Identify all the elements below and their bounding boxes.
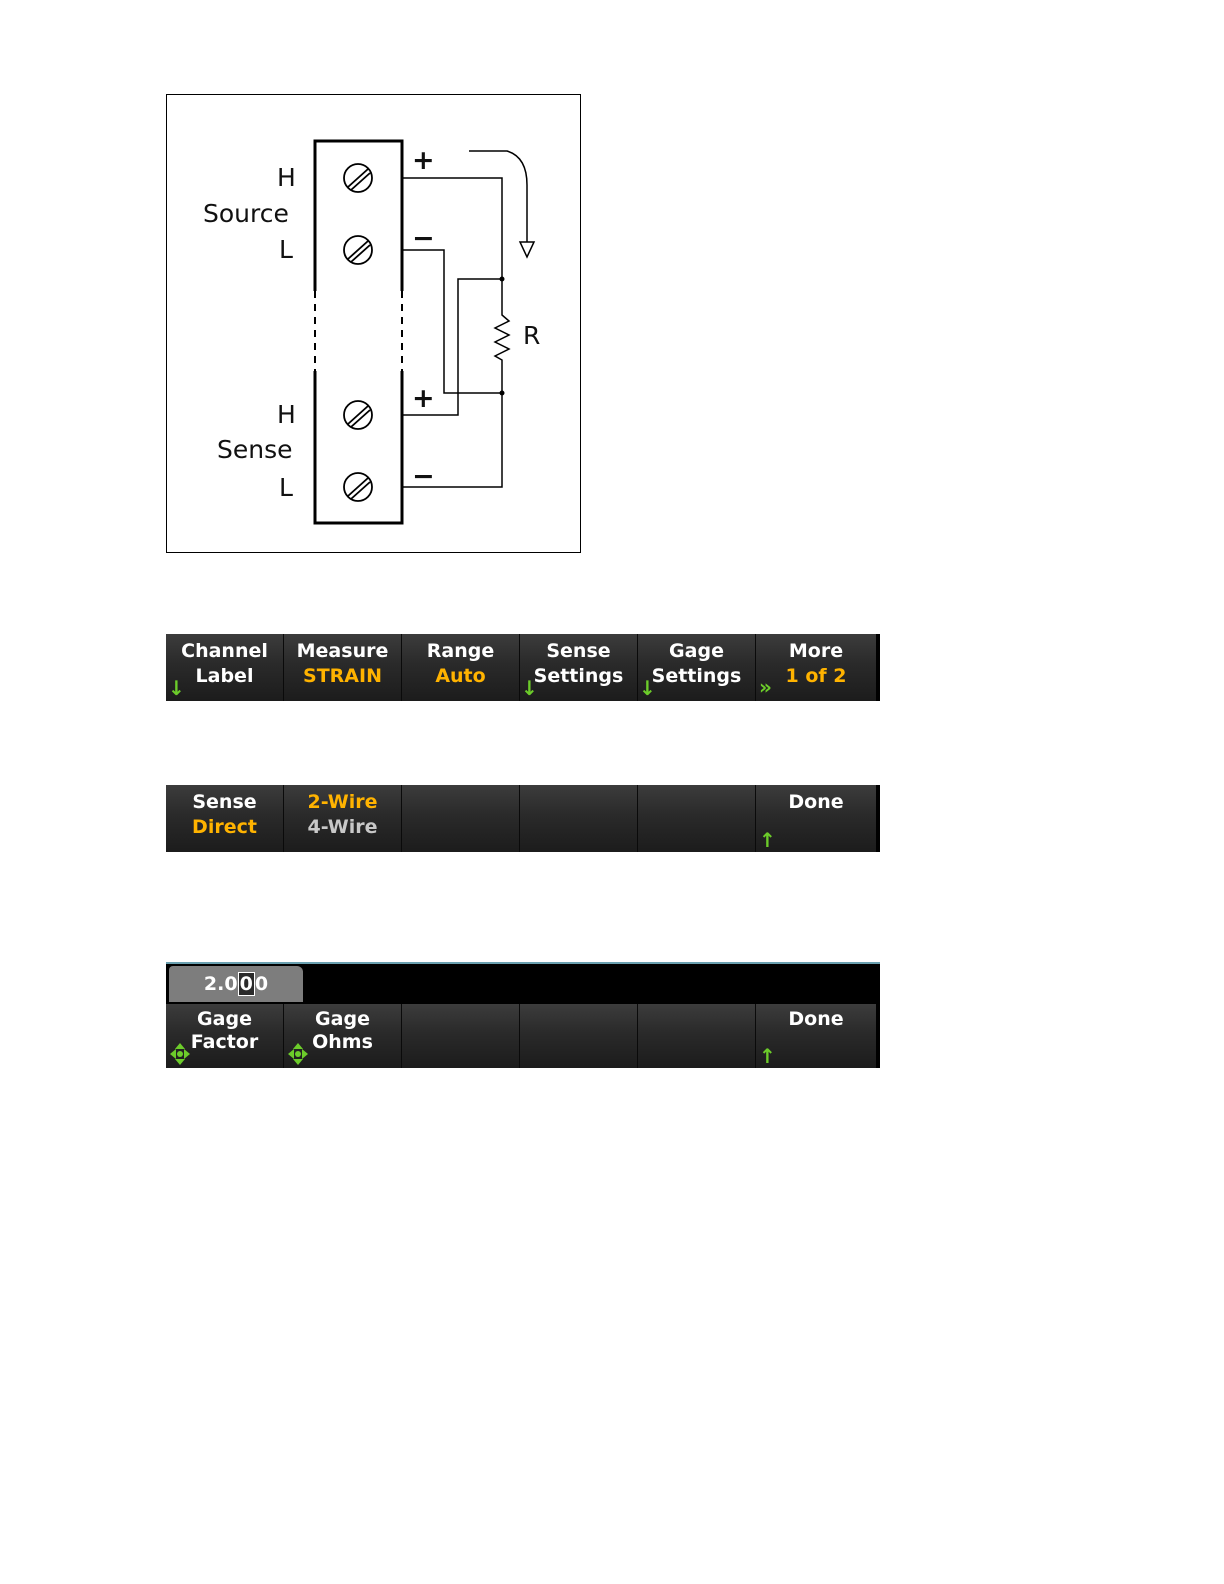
softkey-blank[interactable] <box>520 1004 638 1068</box>
source-high-label: H <box>277 163 296 192</box>
softkey-line1: Gage <box>669 640 724 662</box>
softkey-gage-factor[interactable] <box>166 1004 284 1068</box>
softkey-sense[interactable] <box>166 785 284 852</box>
softkey-line1: Gage <box>315 1008 370 1030</box>
softkey-measure[interactable] <box>284 634 402 701</box>
softkey-line1: Gage <box>197 1008 252 1030</box>
screw-terminal-source-h <box>344 164 372 192</box>
screw-terminal-source-l <box>344 236 372 264</box>
knob-adjust-icon <box>287 1042 309 1066</box>
softkey-line1: Range <box>426 640 495 662</box>
softkey-line1: Done <box>788 1008 844 1030</box>
softkey-line2: Settings <box>651 665 742 687</box>
softkey-value: STRAIN <box>303 665 382 687</box>
entry-cursor-digit[interactable]: 0 <box>239 973 253 995</box>
softkey-done[interactable] <box>756 785 876 852</box>
softkey-line1: Sense <box>192 791 257 813</box>
softkey-sense-settings[interactable] <box>520 634 638 701</box>
softkey-line1: Channel <box>181 640 268 662</box>
source-minus-sign: − <box>412 223 435 254</box>
entry-divider <box>166 962 880 964</box>
softkey-range[interactable] <box>402 634 520 701</box>
softkey-line1: More <box>788 640 844 662</box>
softkey-bar-gage <box>166 1004 880 1068</box>
submenu-arrow-icon: ↓ <box>639 676 656 700</box>
softkey-bar-sense <box>166 785 880 852</box>
softkey-blank[interactable] <box>402 785 520 852</box>
source-label: Source <box>203 199 289 228</box>
sense-high-label: H <box>277 400 296 429</box>
softkey-blank[interactable] <box>638 1004 756 1068</box>
softkey-line2: Factor <box>190 1031 259 1053</box>
entry-suffix: 0 <box>254 973 269 995</box>
sense-plus-sign: + <box>412 383 435 414</box>
submenu-arrow-icon: ↓ <box>521 676 538 700</box>
softkey-line1: Measure <box>296 640 389 662</box>
back-arrow-icon: ↑ <box>759 1044 776 1068</box>
softkey-channel-label[interactable] <box>166 634 284 701</box>
wire-option-selected: 2-Wire <box>307 791 378 813</box>
wiring-diagram-svg <box>167 95 582 554</box>
softkey-done[interactable] <box>756 1004 876 1068</box>
softkey-line2: Ohms <box>312 1031 373 1053</box>
softkey-blank[interactable] <box>402 1004 520 1068</box>
entry-prefix: 2.0 <box>203 973 238 995</box>
more-chevron-icon: » <box>759 675 772 699</box>
wiring-diagram <box>166 94 581 553</box>
submenu-arrow-icon: ↓ <box>168 676 185 700</box>
sense-minus-sign: − <box>412 461 435 492</box>
source-plus-sign: + <box>412 145 435 176</box>
knob-adjust-icon <box>169 1042 191 1066</box>
sense-label: Sense <box>217 435 293 464</box>
resistor-label: R <box>523 321 541 350</box>
softkey-bar-main <box>166 634 880 701</box>
softkey-line1: Done <box>788 791 844 813</box>
softkey-value: Auto <box>435 665 486 687</box>
softkey-blank[interactable] <box>638 785 756 852</box>
screw-terminal-sense-l <box>344 473 372 501</box>
softkey-gage-settings[interactable] <box>638 634 756 701</box>
softkey-line2: Label <box>195 665 254 687</box>
softkey-line1: Sense <box>546 640 611 662</box>
softkey-wire-mode[interactable] <box>284 785 402 852</box>
softkey-blank[interactable] <box>520 785 638 852</box>
softkey-value: Direct <box>192 816 257 838</box>
gage-settings-panel <box>166 962 880 1068</box>
softkey-page: 1 of 2 <box>785 665 847 687</box>
gage-factor-entry[interactable] <box>169 966 303 1002</box>
back-arrow-icon: ↑ <box>759 828 776 852</box>
softkey-gage-ohms[interactable] <box>284 1004 402 1068</box>
softkey-more[interactable] <box>756 634 876 701</box>
screw-terminal-sense-h <box>344 401 372 429</box>
softkey-line2: Settings <box>533 665 624 687</box>
sense-low-label: L <box>279 473 293 502</box>
wire-option-unselected: 4-Wire <box>307 816 378 838</box>
source-low-label: L <box>279 235 293 264</box>
